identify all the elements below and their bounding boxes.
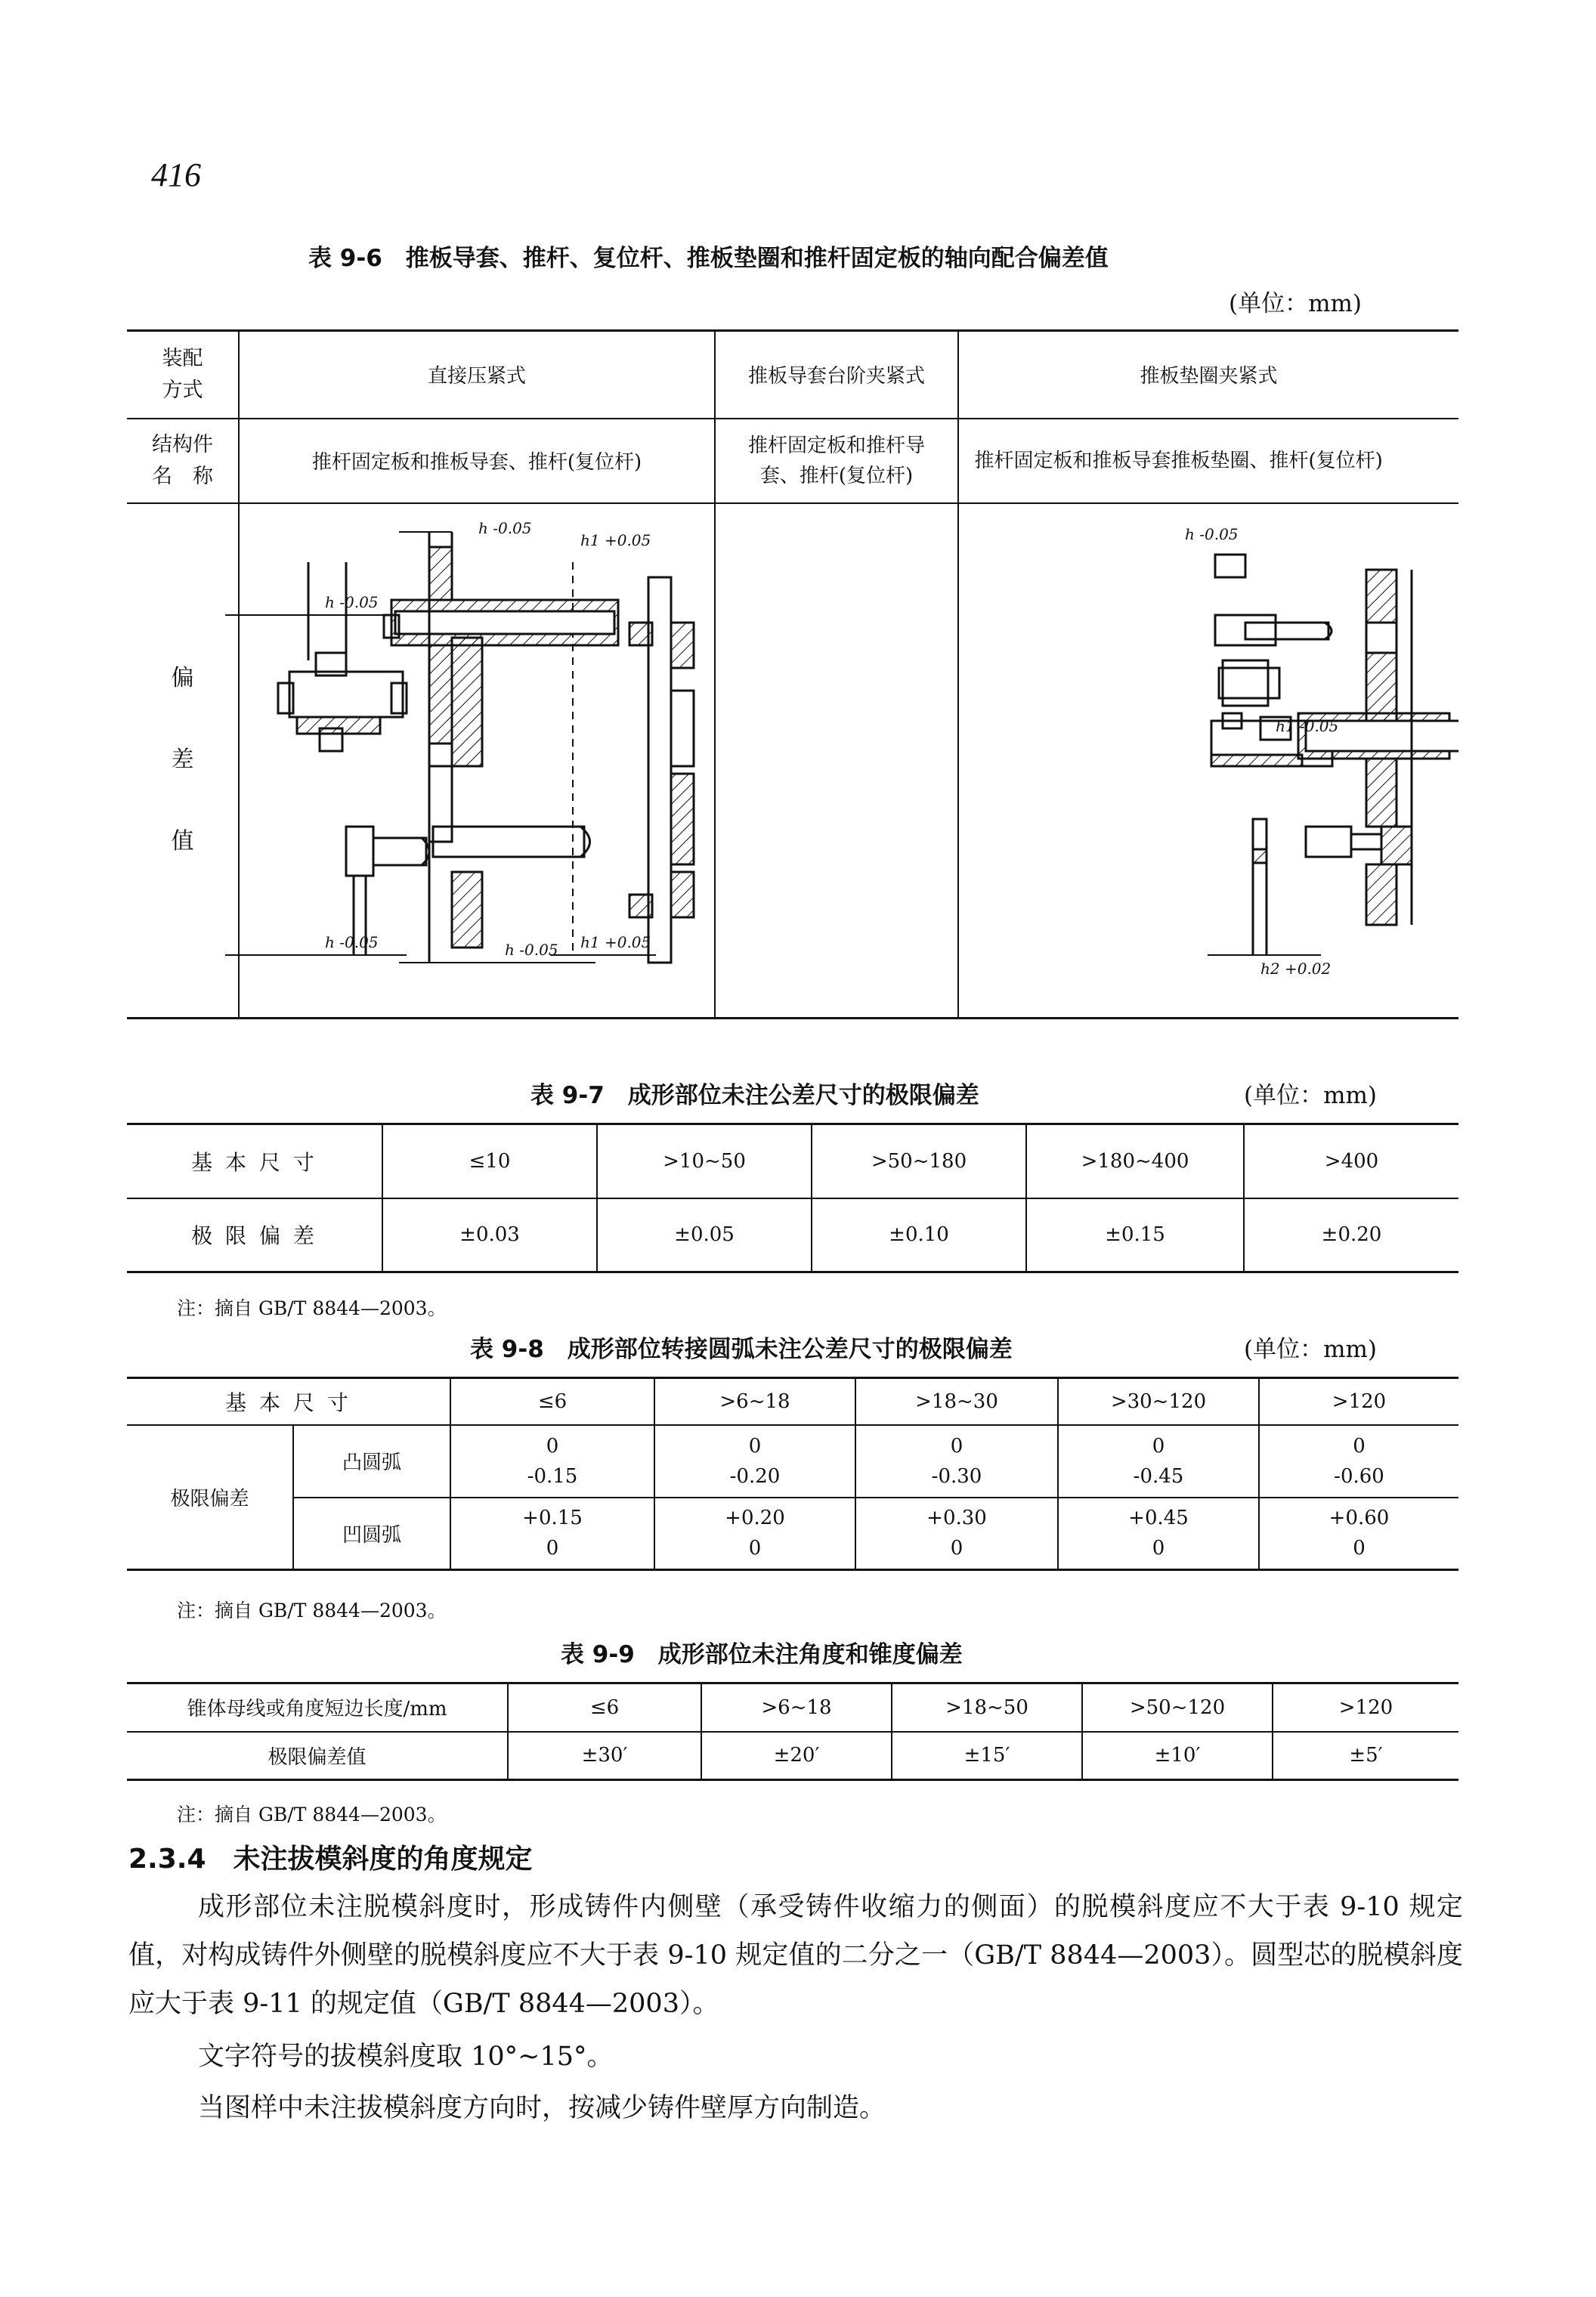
size-cell: ≤10 [382, 1124, 597, 1198]
convex-cell: 0 -0.20 [654, 1425, 855, 1498]
table-9-6-unit: (单位：mm) [1229, 290, 1362, 317]
size-cell: >30~120 [1058, 1378, 1259, 1425]
sub-row-convex: 凸圆弧 [293, 1425, 450, 1498]
page-number: 416 [151, 156, 201, 193]
table-9-9 [127, 1682, 1458, 1781]
concave-cell: +0.45 0 [1058, 1498, 1259, 1570]
row-header-deviation: 极限偏差值 [127, 1732, 508, 1780]
row-header-length: 锥体母线或角度短边长度/mm [127, 1683, 508, 1732]
size-cell: >6~18 [654, 1378, 855, 1425]
method-direct: 直接压紧式 [239, 331, 715, 419]
deviation-cell: ±0.05 [597, 1198, 812, 1272]
length-cell: >50~120 [1082, 1683, 1273, 1732]
size-cell: >400 [1244, 1124, 1458, 1198]
deviation-cell: ±10′ [1082, 1732, 1273, 1780]
convex-cell: 0 -0.45 [1058, 1425, 1259, 1498]
section-paragraph: 文字符号的拔模斜度取 10°~15°。 [198, 2042, 614, 2072]
table-9-9-caption: 表 9-9 成形部位未注角度和锥度偏差 [561, 1641, 963, 1668]
deviation-cell: ±20′ [701, 1732, 892, 1780]
component-washer-clamp: 推杆固定板和推板导套推板垫圈、推杆(复位杆) [958, 419, 1458, 503]
convex-cell: 0 -0.60 [1259, 1425, 1458, 1498]
group-label-deviation: 极限偏差 [127, 1425, 293, 1570]
label-h2-pos-washer: h2 +0.02 [1260, 960, 1332, 978]
label-h1-neg-washer: h1 -0.05 [1276, 717, 1339, 735]
size-cell: >50~180 [812, 1124, 1026, 1198]
component-step-clamp: 推杆固定板和推杆导套、推杆(复位杆) [715, 419, 958, 503]
row-header-deviation: 极 限 偏 差 [127, 1198, 382, 1272]
length-cell: >120 [1273, 1683, 1458, 1732]
size-cell: >180~400 [1026, 1124, 1244, 1198]
row-header-components: 结构件名 称 [127, 419, 239, 503]
table-9-8-note: 注：摘自 GB/T 8844—2003。 [177, 1600, 447, 1622]
table-9-7 [127, 1123, 1458, 1273]
row-header-assembly: 装配方式 [127, 331, 239, 419]
label-h-direct-top: h -0.05 [325, 593, 379, 611]
label-h1-pos-bottom: h1 +0.05 [580, 933, 651, 951]
convex-cell: 0 -0.30 [855, 1425, 1058, 1498]
length-cell: >18~50 [892, 1683, 1082, 1732]
deviation-cell: ±15′ [892, 1732, 1082, 1780]
convex-cell: 0 -0.15 [450, 1425, 654, 1498]
length-cell: >6~18 [701, 1683, 892, 1732]
table-9-7-caption: 表 9-7 成形部位未注公差尺寸的极限偏差 [530, 1082, 979, 1109]
size-cell: >10~50 [597, 1124, 812, 1198]
method-step-clamp: 推板导套台阶夹紧式 [715, 331, 958, 419]
label-h-washer-top: h -0.05 [1185, 525, 1239, 543]
label-h1-pos-top: h1 +0.05 [580, 531, 651, 549]
concave-cell: +0.60 0 [1328, 1507, 1390, 1560]
deviation-diagrams [127, 502, 1458, 1017]
deviation-cell: ±0.03 [382, 1198, 597, 1272]
label-h-step-top: h -0.05 [478, 519, 532, 537]
table-9-7-note: 注：摘自 GB/T 8844—2003。 [177, 1297, 447, 1319]
size-cell: ≤6 [450, 1378, 654, 1425]
section-paragraph: 成形部位未注脱模斜度时，形成铸件内侧壁（承受铸件收缩力的侧面）的脱模斜度应不大于表 9-10 规定值，对构成铸件外侧壁的脱模斜度应不大于表 9-10 规定值的二分之一（GB/T 8844—2003）。圆型芯的脱模斜度应大于表 9-11 的规定值（GB/T 8844—2003）。 [128, 1892, 1463, 2019]
section-heading: 2.3.4 未注拔模斜度的角度规定 [128, 1844, 533, 1875]
component-direct: 推杆固定板和推板导套、推杆(复位杆) [239, 419, 715, 503]
sub-row-concave: 凹圆弧 [293, 1498, 450, 1570]
deviation-cell: ±5′ [1349, 1744, 1383, 1767]
table-9-9-note: 注：摘自 GB/T 8844—2003。 [177, 1804, 447, 1826]
table-9-8-caption: 表 9-8 成形部位转接圆弧未注公差尺寸的极限偏差 [470, 1336, 1013, 1363]
deviation-cell: ±0.20 [1321, 1223, 1382, 1247]
deviation-cell: ±0.10 [812, 1198, 1026, 1272]
concave-cell: +0.15 0 [450, 1498, 654, 1570]
table-9-8 [127, 1377, 1458, 1571]
concave-cell: +0.20 0 [654, 1498, 855, 1570]
table-9-8-unit: (单位：mm) [1244, 1336, 1377, 1363]
step-clamp-diagram [384, 532, 618, 963]
row-header-deviation: 偏差值 [127, 503, 239, 1019]
direct-bushing-diagram [225, 562, 407, 751]
section-paragraph: 当图样中未注拔模斜度方向时，按减少铸件壁厚方向制造。 [198, 2093, 886, 2123]
row-header-size: 基 本 尺 寸 [127, 1378, 450, 1425]
label-h-direct-bottom: h -0.05 [325, 933, 379, 951]
concave-cell: +0.30 0 [855, 1498, 1058, 1570]
size-cell: >120 [1259, 1378, 1458, 1425]
label-h-step-bottom: h -0.05 [505, 941, 558, 959]
deviation-cell: ±30′ [508, 1732, 701, 1780]
size-cell: >18~30 [855, 1378, 1058, 1425]
length-cell: ≤6 [508, 1683, 701, 1732]
table-9-7-unit: (单位：mm) [1244, 1082, 1377, 1109]
method-washer-clamp: 推板垫圈夹紧式 [958, 331, 1458, 419]
table-9-6-caption: 表 9-6 推板导套、推杆、复位杆、推板垫圈和推杆固定板的轴向配合偏差值 [308, 245, 1109, 272]
deviation-cell: ±0.15 [1026, 1198, 1244, 1272]
row-header-size: 基 本 尺 寸 [127, 1124, 382, 1198]
